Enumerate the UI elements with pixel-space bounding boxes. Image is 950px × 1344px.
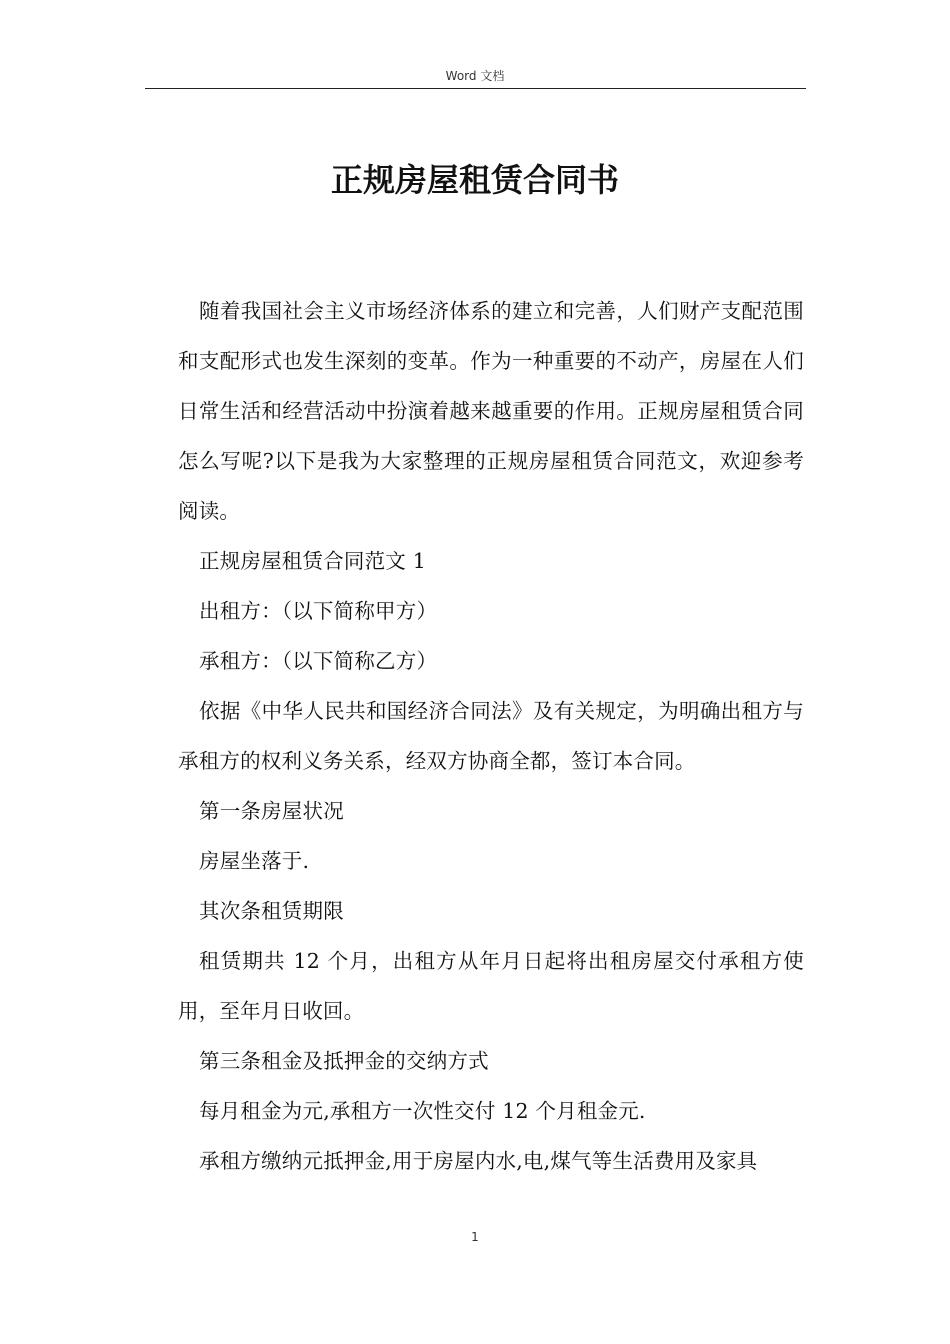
article-3-text-deposit: 承租方缴纳元抵押金,用于房屋内水,电,煤气等生活费用及家具	[199, 1149, 758, 1173]
header-divider	[145, 88, 806, 89]
document-body	[178, 286, 804, 1186]
article-3-text-rent: 每月租金为元,承租方一次性交付 12 个月租金元.	[199, 1099, 646, 1123]
article-3-heading: 第三条租金及抵押金的交纳方式	[199, 1049, 489, 1073]
preamble-paragraph: 依据《中华人民共和国经济合同法》及有关规定，为明确出租方与承租方的权利义务关系，经双方协商全都，签订本合同。	[178, 699, 804, 773]
article-1-text: 房屋坐落于.	[199, 849, 310, 873]
page-number: 1	[471, 1230, 479, 1244]
lessee-line: 承租方：（以下简称乙方）	[199, 649, 438, 673]
intro-paragraph: 随着我国社会主义市场经济体系的建立和完善，人们财产支配范围和支配形式也发生深刻的变革。作为一种重要的不动产，房屋在人们日常生活和经营活动中扮演着越来越重要的作用。正规房屋租赁合同怎么写呢?以下是我为大家整理的正规房屋租赁合同范文，欢迎参考阅读。	[178, 299, 804, 523]
section-heading-sample-1: 正规房屋租赁合同范文 1	[199, 549, 426, 573]
article-2-heading: 其次条租赁期限	[199, 899, 344, 923]
lessor-line: 出租方：（以下简称甲方）	[199, 599, 438, 623]
header-label: Word 文档	[445, 69, 505, 83]
document-title: 正规房屋租赁合同书	[330, 161, 619, 199]
article-2-text: 租赁期共 12 个月，出租方从年月日起将出租房屋交付承租方使用，至年月日收回。	[178, 949, 804, 1023]
article-1-heading: 第一条房屋状况	[199, 799, 344, 823]
